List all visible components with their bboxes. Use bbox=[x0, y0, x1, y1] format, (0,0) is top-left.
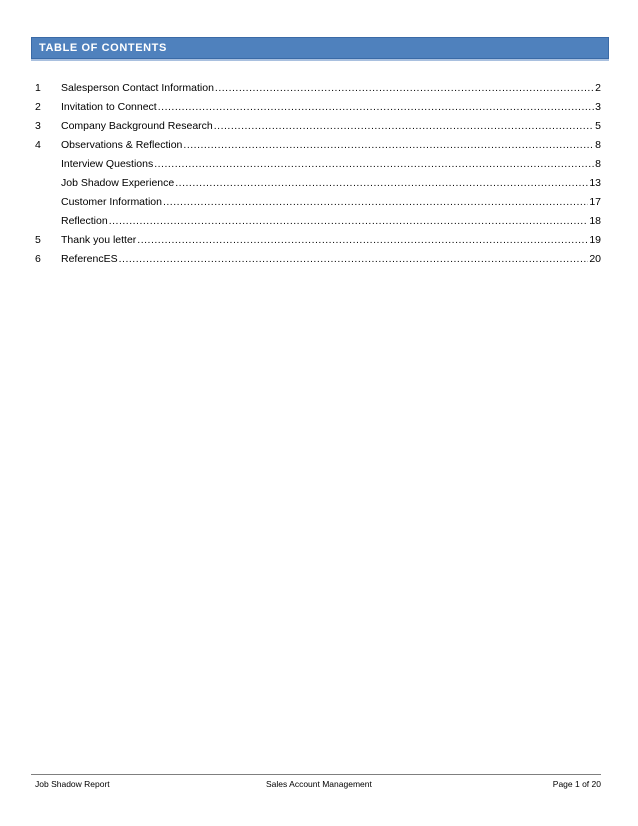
toc-entry-job-shadow[interactable] bbox=[35, 174, 601, 193]
toc-entry-number: 5 bbox=[35, 234, 41, 246]
toc-heading-bar bbox=[31, 37, 609, 59]
toc-entry-title[interactable]: Thank you letter bbox=[61, 234, 137, 246]
toc-entry-interview-questions[interactable] bbox=[35, 155, 601, 174]
toc-entry-title[interactable]: Salesperson Contact Information bbox=[61, 82, 214, 94]
toc-entry-number: 6 bbox=[35, 253, 41, 265]
footer-divider bbox=[31, 774, 601, 775]
toc-heading: TABLE OF CONTENTS bbox=[39, 42, 167, 54]
toc-entry-title[interactable]: Job Shadow Experience bbox=[61, 177, 175, 189]
toc-entry-contact-info[interactable] bbox=[35, 79, 601, 98]
toc-entry-page: 3 bbox=[595, 101, 601, 113]
toc-dot-leader bbox=[163, 193, 588, 212]
footer-page-number: Page 1 of 20 bbox=[552, 779, 601, 789]
toc-entry-title[interactable]: ReferencES bbox=[61, 253, 118, 265]
toc-entry-page: 19 bbox=[589, 234, 601, 246]
toc-entry-title[interactable]: Invitation to Connect bbox=[61, 101, 157, 113]
toc-entry-title[interactable]: Observations & Reflection bbox=[61, 139, 183, 151]
table-of-contents bbox=[35, 79, 601, 269]
toc-entry-page: 20 bbox=[589, 253, 601, 265]
footer-left-text: Job Shadow Report bbox=[35, 779, 110, 789]
toc-entry-page: 5 bbox=[595, 120, 601, 132]
toc-dot-leader bbox=[109, 212, 589, 231]
toc-entry-invitation[interactable] bbox=[35, 98, 601, 117]
toc-entry-number: 2 bbox=[35, 101, 41, 113]
toc-dot-leader bbox=[215, 79, 594, 98]
toc-entry-title[interactable]: Company Background Research bbox=[61, 120, 213, 132]
toc-entry-title[interactable]: Reflection bbox=[61, 215, 108, 227]
toc-dot-leader bbox=[154, 155, 594, 174]
toc-entry-page: 13 bbox=[589, 177, 601, 189]
toc-entry-company-research[interactable] bbox=[35, 117, 601, 136]
toc-entry-title[interactable]: Interview Questions bbox=[61, 158, 154, 170]
toc-entry-page: 2 bbox=[595, 82, 601, 94]
toc-entry-page: 18 bbox=[589, 215, 601, 227]
toc-entry-number: 4 bbox=[35, 139, 41, 151]
toc-entry-page: 8 bbox=[595, 158, 601, 170]
toc-dot-leader bbox=[214, 117, 594, 136]
toc-entry-title[interactable]: Customer Information bbox=[61, 196, 162, 208]
toc-entry-page: 8 bbox=[595, 139, 601, 151]
toc-dot-leader bbox=[175, 174, 588, 193]
toc-dot-leader bbox=[158, 98, 594, 117]
toc-entry-reflection[interactable] bbox=[35, 212, 601, 231]
footer-center-text: Sales Account Management bbox=[266, 779, 372, 789]
toc-entry-number: 1 bbox=[35, 82, 41, 94]
toc-entry-thank-you[interactable] bbox=[35, 231, 601, 250]
toc-dot-leader bbox=[119, 250, 589, 269]
toc-entry-observations[interactable] bbox=[35, 136, 601, 155]
toc-entry-customer-info[interactable] bbox=[35, 193, 601, 212]
toc-entry-references[interactable] bbox=[35, 250, 601, 269]
toc-entry-page: 17 bbox=[589, 196, 601, 208]
toc-dot-leader bbox=[183, 136, 594, 155]
toc-entry-number: 3 bbox=[35, 120, 41, 132]
toc-dot-leader bbox=[137, 231, 588, 250]
